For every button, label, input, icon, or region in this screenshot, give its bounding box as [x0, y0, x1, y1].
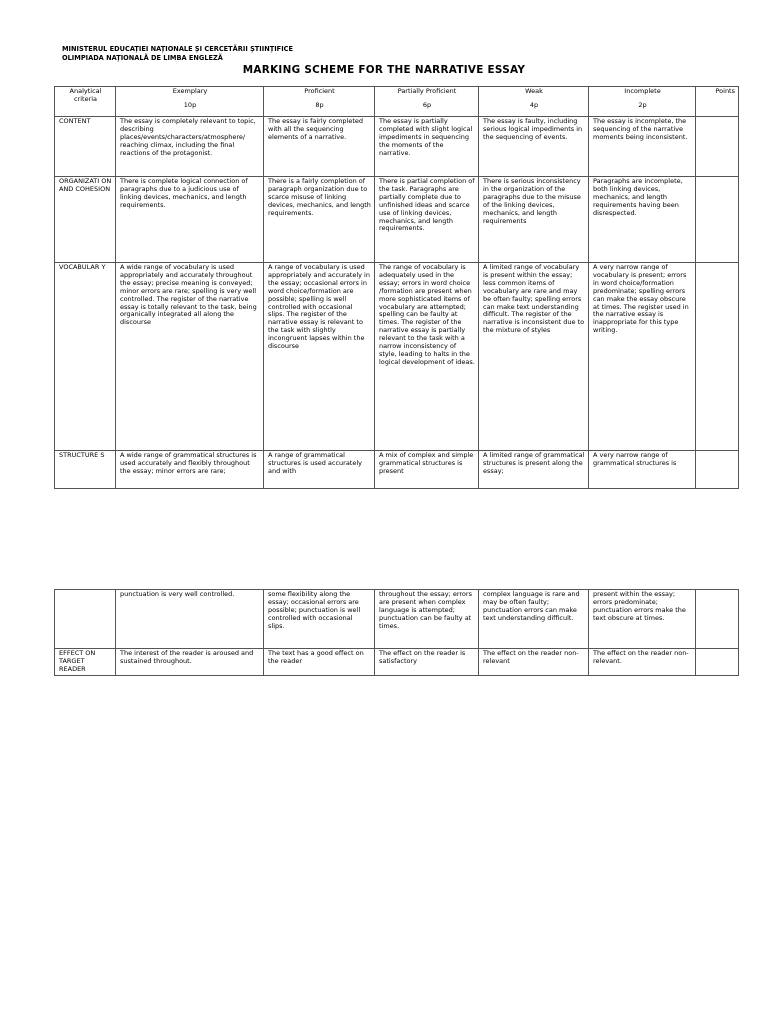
table-header-row	[55, 87, 739, 117]
col-header-weak: Weak 4p	[479, 87, 589, 117]
table-cell: There is a fairly completion of paragraph organization due to scarce misuse of linking devices, mechanics, and length requirements.	[264, 177, 375, 263]
table-cell: Paragraphs are incomplete, both linking devices, mechanics, and length requirements having been disrespected.	[589, 177, 696, 263]
marking-scheme-table-continued	[54, 589, 739, 676]
criterion-label: VOCABULAR Y	[55, 263, 116, 451]
table-cell: The effect on the reader non-relevant.	[589, 649, 696, 676]
table-cell: punctuation is very well controlled.	[116, 590, 264, 649]
table-cell: A limited range of vocabulary is present within the essay; less common items of vocabulary are rare and may be often faulty; spelling errors can make text understanding difficult. The register of the narrative is inconsistent due to the mixture of styles	[479, 263, 589, 451]
points-cell	[696, 263, 739, 451]
table-cell: The text has a good effect on the reader	[264, 649, 375, 676]
table-cell: present within the essay; errors predominate; punctuation errors make the text obscure at times.	[589, 590, 696, 649]
table-cell: The essay is partially completed with slight logical impediments in sequencing the moments of the narrative.	[375, 117, 479, 177]
score-incomplete: 2p	[638, 100, 647, 109]
table-cell: The effect on the reader is satisfactory	[375, 649, 479, 676]
table-cell: The interest of the reader is aroused and sustained throughout.	[116, 649, 264, 676]
table-cell: The essay is faulty, including serious logical impediments in the sequencing of events.	[479, 117, 589, 177]
col-header-criteria: Analytical criteria	[55, 87, 116, 117]
table-cell: A limited range of grammatical structures is present along the essay;	[479, 451, 589, 489]
points-cell	[696, 649, 739, 676]
table-cell: some flexibility along the essay; occasional errors are possible; punctuation is well controlled with occasional slips.	[264, 590, 375, 649]
table-cell: The range of vocabulary is adequately used in the essay; errors in word choice /formation are present when more sophisticated items of vocabulary are attempted; spelling can be faulty at times. The register of the narrative essay is partially relevant to the task with a narrow inconsistency of style, leading to halts in the logical development of ideas.	[375, 263, 479, 451]
col-header-exemplary: Exemplary 10p	[116, 87, 264, 117]
criterion-label: EFFECT ON TARGET READER	[55, 649, 116, 676]
table-cell: There is complete logical connection of paragraphs due to a judicious use of linking devices, mechanics, and length requirements.	[116, 177, 264, 263]
criterion-label: ORGANIZATI ON AND COHESION	[55, 177, 116, 263]
table-cell: The effect on the reader non-relevant	[479, 649, 589, 676]
col-header-partially-proficient: Partially Proficient 6p	[375, 87, 479, 117]
col-header-incomplete: Incomplete 2p	[589, 87, 696, 117]
table-row-effect	[55, 649, 739, 676]
score-proficient: 8p	[315, 100, 324, 109]
table-cell: A very narrow range of grammatical structures is	[589, 451, 696, 489]
marking-scheme-table	[54, 86, 739, 489]
criterion-label: STRUCTURE S	[55, 451, 116, 489]
table-cell: A mix of complex and simple grammatical structures is present	[375, 451, 479, 489]
table-row-structures-cont	[55, 590, 739, 649]
table-cell: A very narrow range of vocabulary is present; errors in word choice/formation predominate; spelling errors can make the essay obscure at times. The register used in the narrative essay is inappropriate for this type writing.	[589, 263, 696, 451]
score-partially-proficient: 6p	[422, 100, 432, 109]
points-cell	[696, 590, 739, 649]
table-cell: There is serious inconsistency in the organization of the paragraphs due to the misuse of the linking devices, mechanics, and length requirements	[479, 177, 589, 263]
table-cell: There is partial completion of the task. Paragraphs are partially complete due to unfinished ideas and scarce use of linking devices, mechanics, and length requirements.	[375, 177, 479, 263]
table-row-organization	[55, 177, 739, 263]
table-cell: A wide range of vocabulary is used appropriately and accurately throughout the essay; precise meaning is conveyed; minor errors are rare; spelling is very well controlled. The register of the narrative essay is totally relevant to the task, being organically integrated all along the discourse	[116, 263, 264, 451]
page-title: MARKING SCHEME FOR THE NARRATIVE ESSAY	[242, 64, 526, 76]
table-row-content	[55, 117, 739, 177]
table-cell: A range of vocabulary is used appropriately and accurately in the essay; occasional errors in word choice/formation are possible; spelling is well controlled with occasional slips. The register of the narrative essay is relevant to the task with slightly incongruent lapses within the discourse	[264, 263, 375, 451]
table-cell: A wide range of grammatical structures is used accurately and flexibly throughout the essay; minor errors are rare;	[116, 451, 264, 489]
table-row-vocabulary	[55, 263, 739, 451]
table-row-structures	[55, 451, 739, 489]
olympiad-name: OLIMPIADA NAȚIONALĂ DE LIMBA ENGLEZĂ	[62, 54, 223, 62]
score-exemplary: 10p	[183, 100, 197, 109]
points-cell	[696, 451, 739, 489]
score-weak: 4p	[529, 100, 539, 109]
table-cell: The essay is incomplete, the sequencing of the narrative moments being inconsistent.	[589, 117, 696, 177]
col-header-proficient: Proficient 8p	[264, 87, 375, 117]
criterion-label: CONTENT	[55, 117, 116, 177]
table-cell: A range of grammatical structures is used accurately and with	[264, 451, 375, 489]
ministry-name: MINISTERUL EDUCAȚIEI NAȚIONALE ȘI CERCETĂRII ȘTIINȚIFICE	[62, 45, 293, 53]
table-cell: throughout the essay; errors are present when complex language is attempted; punctuation can be faulty at times.	[375, 590, 479, 649]
points-cell	[696, 177, 739, 263]
table-cell: The essay is completely relevant to topic, describing places/events/characters/atmosphere/ reaching climax, including the final reactions of the protagonist.	[116, 117, 264, 177]
table-cell: complex language is rare and may be often faulty; punctuation errors can make text understanding difficult.	[479, 590, 589, 649]
points-cell	[696, 117, 739, 177]
table-cell: The essay is fairly completed with all the sequencing elements of a narrative.	[264, 117, 375, 177]
col-header-points: Points	[696, 87, 739, 117]
criterion-label	[55, 590, 116, 649]
